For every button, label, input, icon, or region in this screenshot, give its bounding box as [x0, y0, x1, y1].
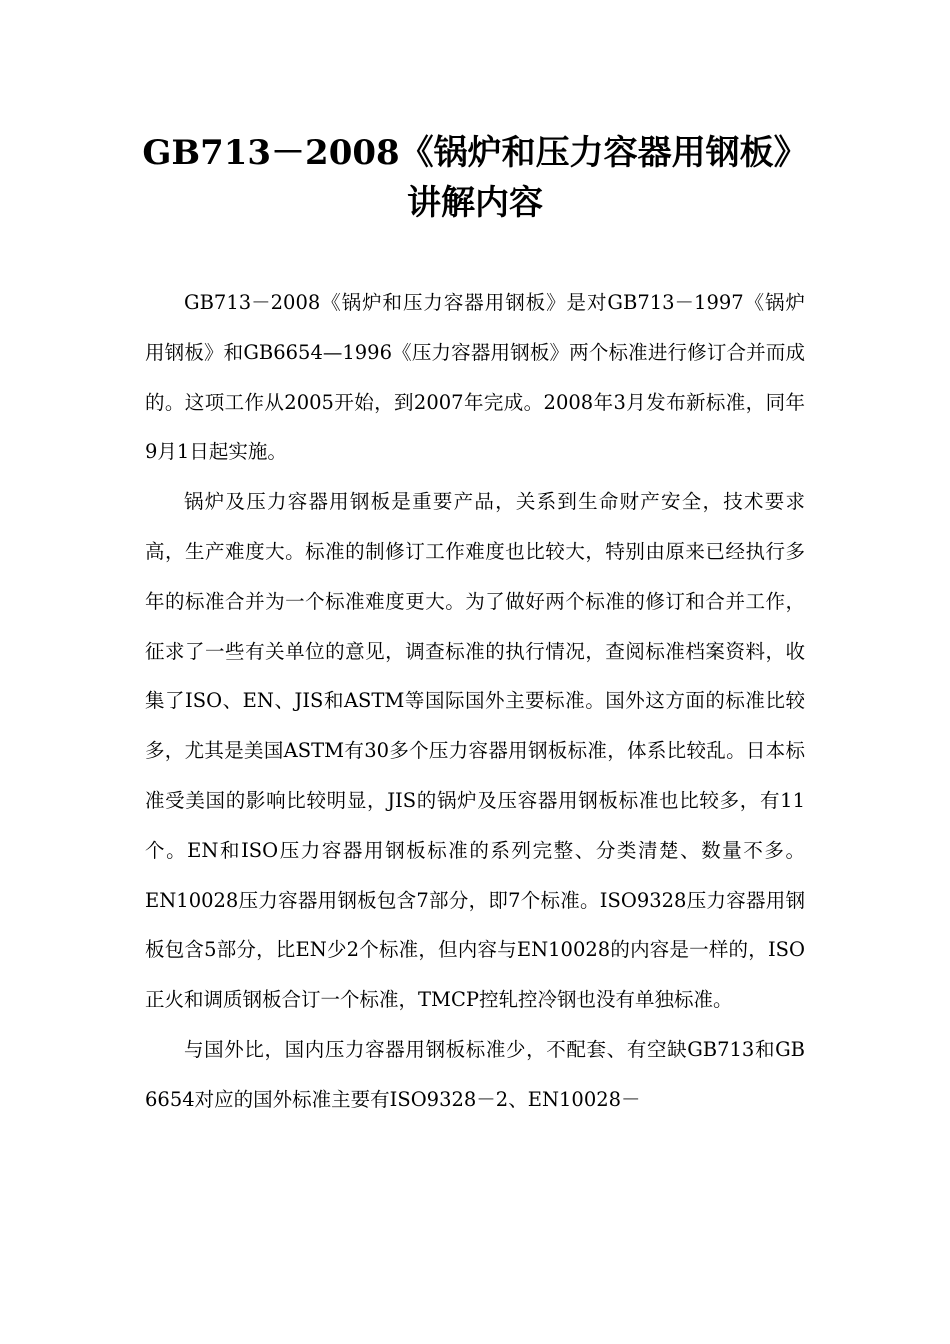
- document-body: [145, 278, 805, 1125]
- document-title-line-2: 讲解内容: [407, 183, 543, 223]
- paragraph-1: GB713－2008《锅炉和压力容器用钢板》是对GB713－1997《锅炉用钢板》和GB6654—1996《压力容器用钢板》两个标准进行修订合并而成的。这项工作从2005开始，到2007年完成。2008年3月发布新标准，同年9月1日起实施。: [145, 291, 805, 464]
- paragraph-3: 与国外比，国内压力容器用钢板标准少，不配套、有空缺GB713和GB 6654对应的国外标准主要有ISO9328－2、EN10028－: [145, 1037, 805, 1111]
- paragraph-2: 锅炉及压力容器用钢板是重要产品，关系到生命财产安全，技术要求高，生产难度大。标准的制修订工作难度也比较大，特别由原来已经执行多年的标准合并为一个标准难度更大。为了做好两个标准的修订和合并工作，征求了一些有关单位的意见，调查标准的执行情况，查阅标准档案资料，收集了ISO、EN、JIS和ASTM等国际国外主要标准。国外这方面的标准比较多，尤其是美国ASTM有30多个压力容器用钢板标准，体系比较乱。日本标准受美国的影响比较明显，JIS的锅炉及压容器用钢板标准也比较多，有11个。EN和ISO压力容器用钢板标准的系列完整、分类清楚、数量不多。EN10028压力容器用钢板包含7部分，即7个标准。ISO9328压力容器用钢板包含5部分，比EN少2个标准，但内容与EN10028的内容是一样的，ISO正火和调质钢板合订一个标准，TMCP控轧控冷钢也没有单独标准。: [145, 490, 805, 1012]
- document-title-line-1: GB713－2008《锅炉和压力容器用钢板》: [142, 133, 808, 173]
